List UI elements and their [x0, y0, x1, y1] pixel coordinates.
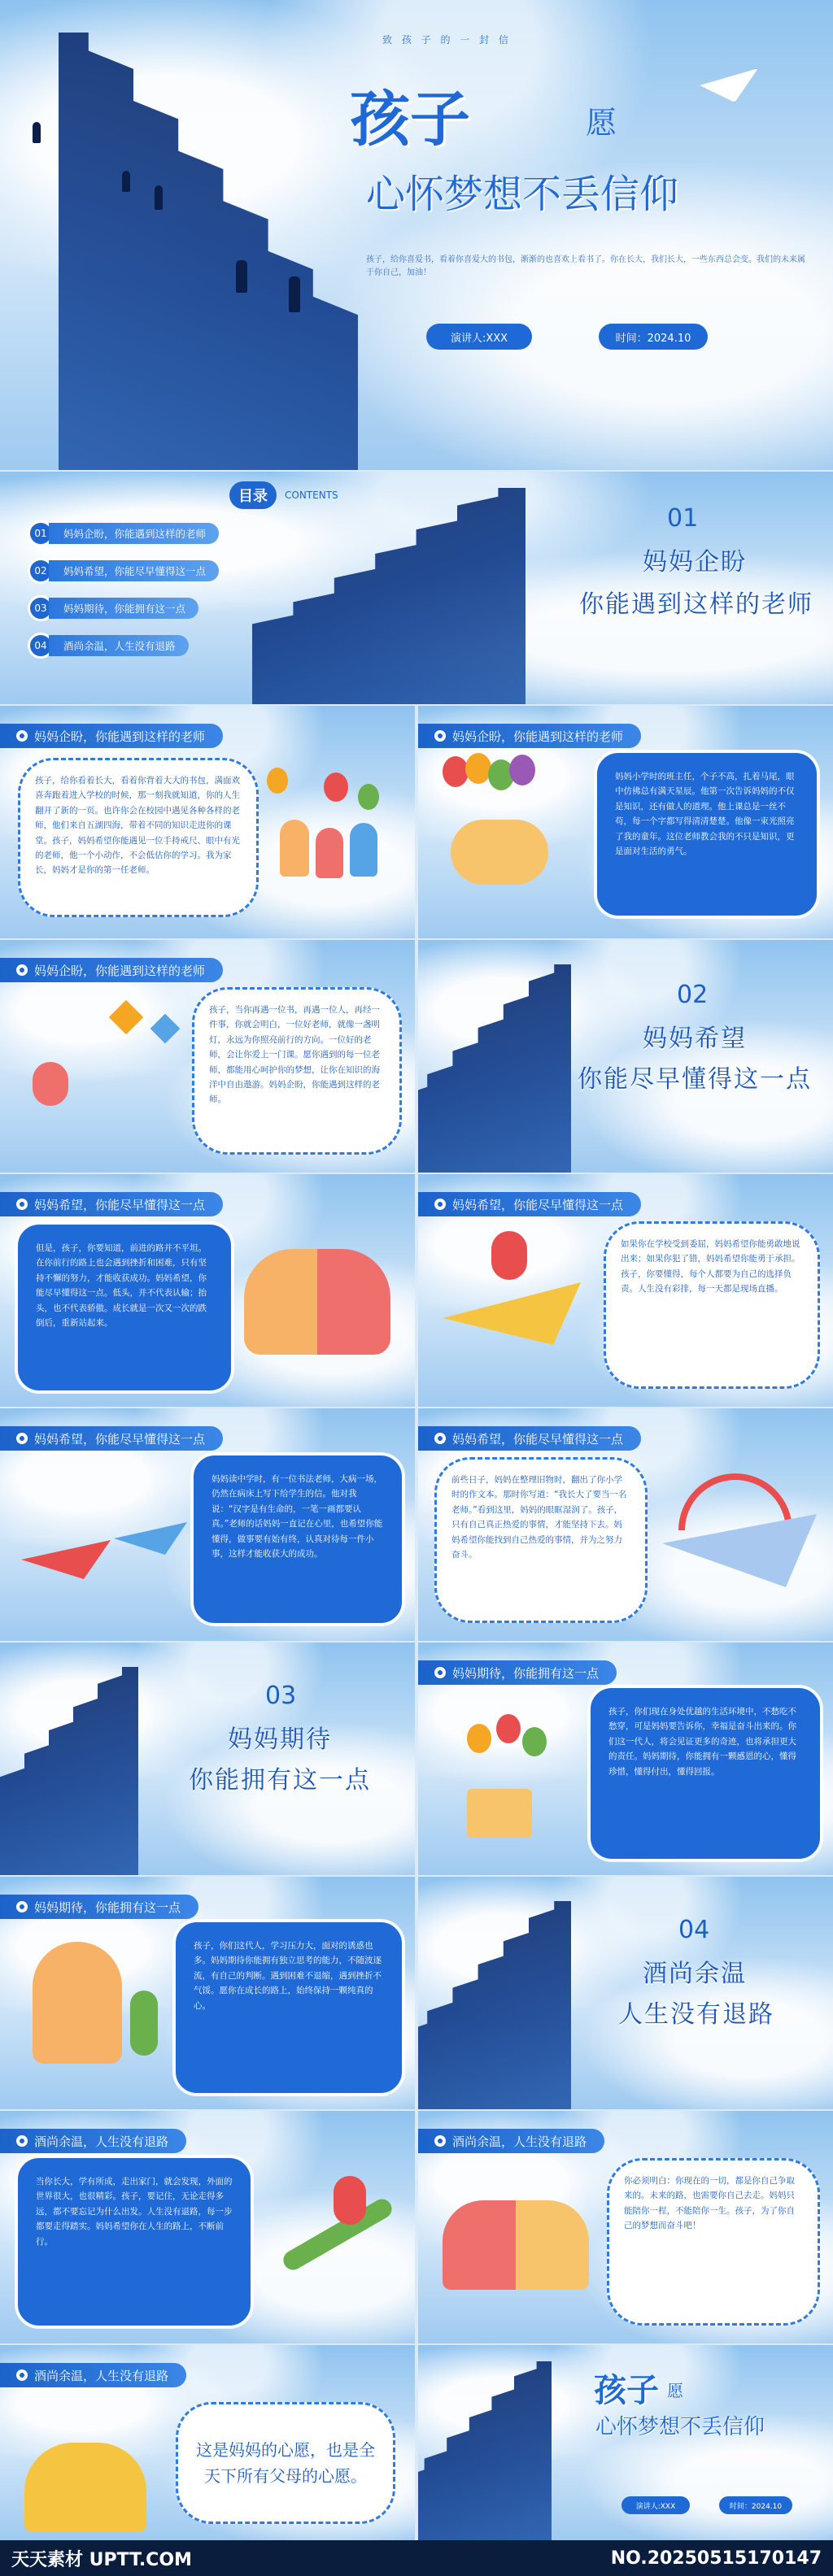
toc-item-3[interactable]: [28, 595, 198, 621]
balloon-icon: [496, 1714, 521, 1743]
gift-box-icon: [467, 1789, 532, 1838]
stairs-illustration: [0, 33, 358, 470]
end-title-sub: 心怀梦想不丢信仰: [595, 2415, 765, 2439]
stairs-illustration: [0, 1667, 179, 1875]
student-figure: [33, 122, 41, 143]
card-text: 孩子，当你再遇一位书，再遇一位人，再经一件事，你就会明白，一位好老师，就像一盏明灯，永远为你照亮前行的方向。一位好的老师，会让你爱上一门课。愿你遇到的每一位老师，都能用心呵护你的梦想，让你在知识的海洋中自由遨游。妈妈企盼，你能遇到这样的老师。: [209, 1005, 380, 1105]
slide-header: 酒尚余温，人生没有退路: [418, 2129, 604, 2153]
slide-header: 酒尚余温，人生没有退路: [0, 2129, 186, 2153]
text-card: [194, 1456, 402, 1623]
section-title-line2: 你能尽早懂得这一点: [578, 1065, 812, 1094]
student-figure: [236, 260, 247, 293]
end-slide: [418, 2345, 833, 2540]
cactus-icon: [130, 1991, 158, 2056]
balloon-icon: [465, 753, 491, 784]
section-title-line2: 你能拥有这一点: [189, 1766, 371, 1795]
slide-s2-b: [418, 1174, 833, 1407]
bullet-icon: [16, 730, 28, 742]
text-card: [176, 1922, 402, 2093]
text-card: [597, 753, 817, 916]
balloon-icon: [358, 784, 379, 810]
slide-header: 妈妈期待，你能拥有这一点: [0, 1895, 198, 1919]
rainbow-icon: [678, 1473, 792, 1530]
card-text: 孩子，你们现在身处优越的生活环境中，不愁吃不愁穿，可是妈妈要告诉你，幸福是奋斗出来的。你们这一代人，将会见证更多的奇迹，也将承担更大的责任。妈妈期待，你能拥有一颗感恩的心，懂得珍惜，懂得付出，懂得回报。: [608, 1707, 796, 1777]
section-title-line1: 妈妈期待: [228, 1725, 332, 1754]
slide-header: 妈妈企盼，你能遇到这样的老师: [0, 958, 223, 982]
balloon-icon: [443, 756, 469, 787]
watermark-footer: [0, 2540, 833, 2576]
footer-site: 天天素材 UPTT.COM: [11, 2549, 192, 2570]
slide-header: 妈妈企盼，你能遇到这样的老师: [0, 724, 223, 748]
date-badge: 时间：2024.10: [599, 324, 708, 350]
toc-number: 03: [28, 595, 54, 621]
text-card: [434, 1457, 648, 1623]
slide-s4-a: [0, 2111, 415, 2343]
cover-title-wish: 愿: [586, 105, 617, 141]
section-number: 03: [265, 1682, 297, 1710]
kid-illustration: [334, 2176, 366, 2225]
text-card: [18, 758, 259, 917]
cover-title-sub: 心怀梦想不丢信仰: [366, 172, 679, 217]
toc-item-2[interactable]: [28, 558, 219, 584]
section-number: 02: [677, 981, 709, 1009]
paper-plane-icon: [700, 68, 758, 102]
toc-slide: [0, 472, 833, 704]
kid-illustration: [280, 820, 309, 877]
girl-on-book-illustration: [24, 2443, 146, 2532]
bullet-icon: [16, 2135, 28, 2147]
section-title-line1: 酒尚余温: [643, 1960, 747, 1988]
bullet-icon: [434, 1199, 446, 1210]
slide-s1-a: [0, 706, 415, 938]
stairs-illustration: [252, 488, 594, 704]
slide-header: 妈妈企盼，你能遇到这样的老师: [418, 724, 641, 748]
toc-title: 目录: [229, 481, 277, 509]
card-text: 前些日子，妈妈在整理旧物时，翻出了你小学时的作文本。那时你写道：“我长大了要当一名老师。”看到这里，妈妈的眼眶湿润了。孩子，只有自己真正热爱的事情，才能坚持下去。妈妈希望你能找到自己热爱的事情，并为之努力奋斗。: [451, 1475, 627, 1560]
balloon-icon: [267, 768, 288, 794]
kid-with-kites-illustration: [33, 1062, 68, 1106]
end-title-wish: 愿: [667, 2381, 683, 2400]
kids-flying-illustration: [451, 820, 548, 885]
toc-item-4[interactable]: [28, 633, 189, 659]
text-card: [18, 1225, 231, 1390]
kite-icon: [150, 1014, 181, 1044]
section-title-line1: 妈妈希望: [643, 1025, 747, 1053]
cover-title-main: 孩子: [350, 85, 470, 154]
bullet-icon: [16, 2369, 28, 2381]
slide-header: 妈妈希望，你能尽早懂得这一点: [0, 1192, 223, 1216]
cover-slide: [0, 0, 833, 470]
student-figure: [289, 276, 300, 312]
closing-text: 这是妈妈的心愿，也是全天下所有父母的心愿。: [196, 2440, 375, 2486]
text-card: [591, 1688, 820, 1859]
bullet-icon: [16, 964, 28, 976]
slide-s1-c: [0, 940, 415, 1173]
toc-number: 02: [28, 558, 54, 584]
kid-illustration: [316, 828, 343, 878]
card-text: 妈妈读中学时，有一位书法老师，大病一场，仍然在病床上写下给学生的信。他对我说：“汉字是有生命的，一笔一画都要认真。”老师的话妈妈一直记在心里，也希望你能懂得，做事要有始有终，认真对待每一件小事，这样才能收获大的成功。: [212, 1474, 383, 1559]
cover-intro: 孩子，给你喜爱书，看着你喜爱大的书包，渐渐的也喜欢上看书了。你在长大，我们长大，一些东西总会变。我们的未来属于你自己，加油！: [366, 255, 805, 277]
toc-label: 酒尚余温，人生没有退路: [49, 635, 189, 656]
balloon-icon: [522, 1727, 547, 1756]
toc-label: 妈妈企盼，你能遇到这样的老师: [49, 523, 219, 544]
slide-header: 妈妈希望，你能尽早懂得这一点: [418, 1192, 641, 1216]
stairs-illustration: [418, 1901, 613, 2109]
section-number: 04: [678, 1916, 710, 1944]
toc-subtitle: CONTENTS: [285, 490, 338, 501]
girl-illustration: [33, 1942, 122, 2064]
card-text: 孩子，给你看着长大，看着你背着大大的书包，满面欢喜奔跑着进入学校的时候，那一刻我就知道，你的人生翻开了新的一页。也许你会在校园中遇见各种各样的老师，他们来自五湖四海，带着不同的知识走进你的课堂。孩子，妈妈希望你能遇见一位手持戒尺、眼中有光的老师，他一个小动作，不会低估你的学习。我为家长，妈妈才是你的第一任老师。: [35, 776, 240, 876]
bullet-icon: [434, 1667, 446, 1678]
toc-label: 妈妈期待，你能拥有这一点: [49, 598, 198, 619]
bullet-icon: [434, 2135, 446, 2147]
kid-illustration: [350, 823, 377, 877]
end-presenter-badge: 演讲人:XXX: [621, 2496, 690, 2514]
toc-number: 01: [28, 520, 54, 546]
bullet-icon: [434, 730, 446, 742]
section3-slide: [0, 1643, 415, 1875]
bullet-icon: [16, 1433, 28, 1444]
card-text: 孩子，你们这代人，学习压力大，面对的诱惑也多。妈妈期待你能拥有独立思考的能力，不随波逐流，有自己的判断。遇到困难不退缩，遇到挫折不气馁。愿你在成长的路上，始终保持一颗纯真的心。: [194, 1941, 382, 2011]
bullet-icon: [16, 1199, 28, 1210]
card-text: 如果你在学校受到委屈，妈妈希望你能勇敢地说出来；如果你犯了错，妈妈希望你能勇于承担。孩子，你要懂得，每个人都要为自己的选择负责。人生没有彩排，每一天都是现场直播。: [621, 1239, 800, 1295]
section4-slide: [418, 1877, 833, 2109]
kite-icon: [109, 1000, 143, 1034]
balloon-icon: [324, 772, 348, 802]
slide-s4-b: [418, 2111, 833, 2343]
toc-item-1[interactable]: [28, 520, 219, 546]
section-title-line1: 妈妈企盼: [643, 548, 747, 577]
end-title-main: 孩子: [594, 2372, 659, 2409]
bullet-icon: [16, 1901, 28, 1912]
slide-header: 妈妈希望，你能尽早懂得这一点: [0, 1426, 223, 1451]
slide-s4-c: [0, 2345, 415, 2540]
card-text: 你必须明白：你现在的一切，都是你自己争取来的。未来的路，也需要你自己去走。妈妈只能陪你一程，不能陪你一生。孩子，为了你自己的梦想而奋斗吧！: [624, 2176, 795, 2231]
toc-number: 04: [28, 633, 54, 659]
card-text: 但是，孩子，你要知道，前进的路并不平坦。在你前行的路上也会遇到挫折和困难，只有坚持不懈的努力，才能收获成功。妈妈希望，你能尽早懂得这一点。低头，并不代表认输；抬头，也不代表骄傲。成长就是一次又一次的跌倒后，重新站起来。: [36, 1243, 207, 1328]
section2-slide: [418, 940, 833, 1173]
student-figure: [122, 171, 130, 192]
slide-header: 妈妈期待，你能拥有这一点: [418, 1660, 617, 1685]
student-figure: [155, 185, 163, 210]
section-number: 01: [667, 504, 699, 533]
bullet-icon: [434, 1433, 446, 1444]
card-text: 当你长大，学有所成，走出家门，就会发现，外面的世界很大，也很精彩。孩子，要记住，无论走得多远，都不要忘记为什么出发。人生没有退路，每一步都要走得踏实。妈妈希望你在人生的路上，不断前行。: [36, 2177, 233, 2247]
slide-s3-b: [0, 1877, 415, 2109]
slide-s2-c: [0, 1408, 415, 1641]
slide-header: 妈妈希望，你能尽早懂得这一点: [418, 1426, 641, 1451]
balloon-icon: [467, 1724, 491, 1753]
section-title-line2: 人生没有退路: [618, 2000, 774, 2029]
text-card: [607, 2158, 820, 2326]
text-card: [18, 2158, 251, 2326]
section-title-line2: 你能遇到这样的老师: [579, 590, 813, 619]
kids-reading-illustration: [244, 1249, 390, 1355]
kids-on-book-illustration: [443, 2200, 589, 2290]
closing-card: [176, 2402, 395, 2524]
slide-s1-b: [418, 706, 833, 938]
presenter-badge: 演讲人:XXX: [426, 324, 532, 350]
kids-on-planes-illustration: [21, 1530, 111, 1579]
text-card: [192, 987, 402, 1155]
text-card: [604, 1221, 820, 1389]
stairs-illustration: [418, 2361, 589, 2540]
footer-number: NO.20250515170147: [610, 2548, 822, 2569]
kid-illustration: [491, 1231, 527, 1280]
slide-s3-a: [418, 1643, 833, 1875]
slide-header: 酒尚余温，人生没有退路: [0, 2363, 186, 2387]
card-text: 妈妈小学时的班主任，个子不高，扎着马尾，眼中仿佛总有满天星辰。他第一次告诉妈妈的不仅是知识，还有做人的道理。他上课总是一丝不苟，每一个字都写得清清楚楚。他像一束光照亮了我的童年。这位老师教会我的不只是知识，更是面对生活的勇气。: [615, 772, 795, 856]
cover-header-text: 致 孩 子 的 一 封 信: [382, 34, 512, 46]
toc-label: 妈妈希望，你能尽早懂得这一点: [49, 560, 219, 581]
slide-s2-a: [0, 1174, 415, 1407]
kids-on-planes-illustration: [114, 1514, 187, 1555]
slide-s2-d: [418, 1408, 833, 1641]
end-date-badge: 时间：2024.10: [719, 2496, 792, 2514]
balloon-icon: [509, 755, 535, 785]
